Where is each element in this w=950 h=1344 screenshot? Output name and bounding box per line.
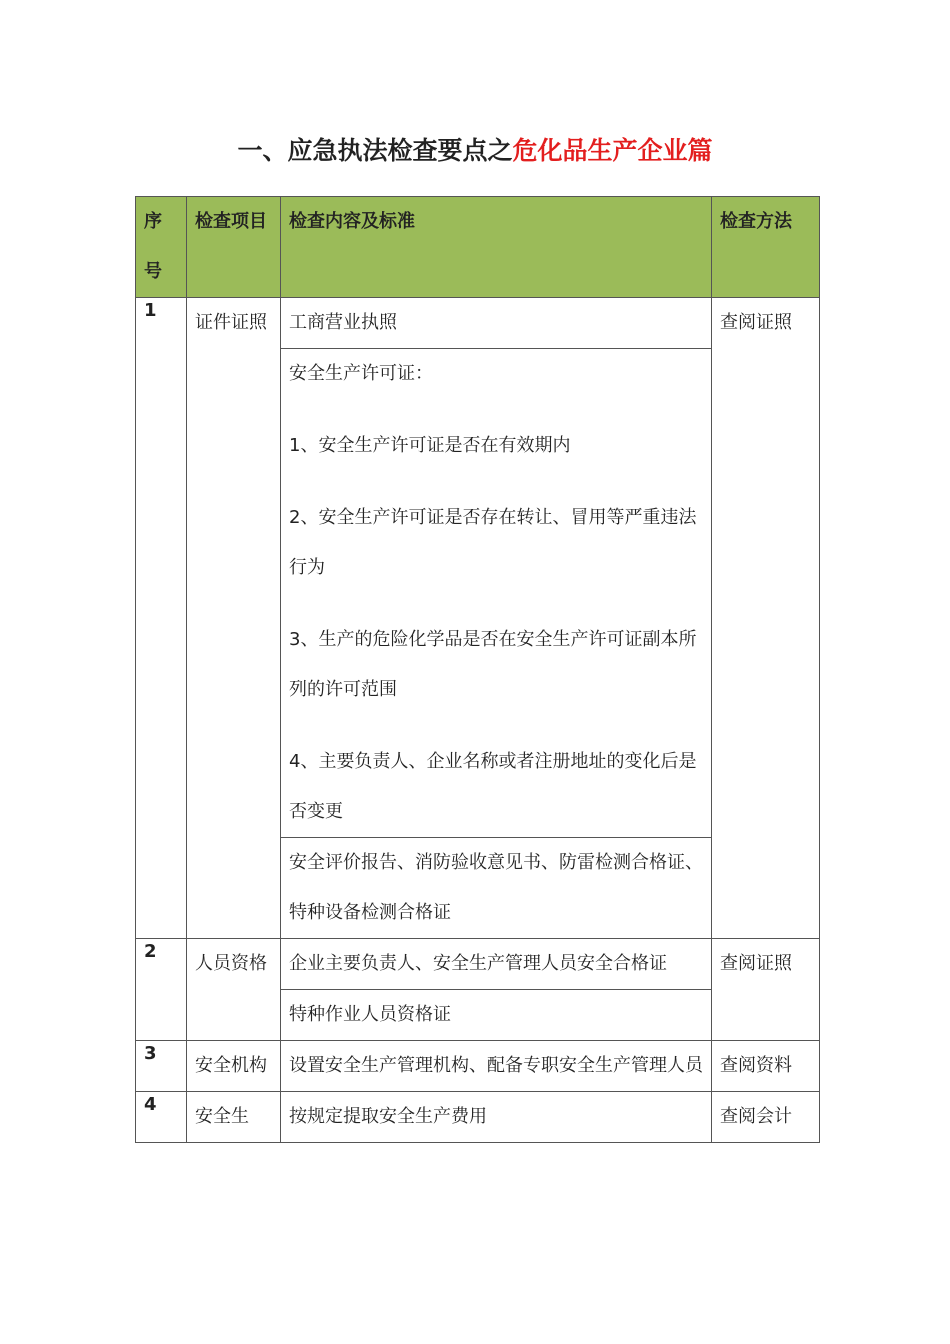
table-row bbox=[136, 298, 820, 349]
table-row bbox=[136, 939, 820, 990]
header-seq: 序号 bbox=[136, 197, 187, 298]
row-item: 安全机构 bbox=[187, 1041, 281, 1092]
row-content: 按规定提取安全生产费用 bbox=[281, 1092, 712, 1143]
content-title: 安全生产许可证： bbox=[289, 363, 433, 384]
row-number: 4 bbox=[136, 1092, 187, 1143]
row-content: 设置安全生产管理机构、配备专职安全生产管理人员 bbox=[281, 1041, 712, 1092]
row-method: 查阅资料 bbox=[712, 1041, 820, 1092]
table-row bbox=[136, 1092, 820, 1143]
header-content: 检查内容及标准 bbox=[281, 197, 712, 298]
row-content: 企业主要负责人、安全生产管理人员安全合格证 bbox=[281, 939, 712, 990]
content-point: 4、主要负责人、企业名称或者注册地址的变化后是否变更 bbox=[289, 751, 697, 822]
row-content: 工商营业执照 bbox=[281, 298, 712, 349]
row-content bbox=[281, 349, 712, 838]
row-item: 安全生 bbox=[187, 1092, 281, 1143]
inspection-table bbox=[135, 196, 820, 1143]
content-point: 2、安全生产许可证是否存在转让、冒用等严重违法行为 bbox=[289, 507, 697, 578]
row-number: 3 bbox=[136, 1041, 187, 1092]
row-method: 查阅证照 bbox=[712, 298, 820, 939]
header-item: 检查项目 bbox=[187, 197, 281, 298]
row-item: 证件证照 bbox=[187, 298, 281, 939]
row-content: 安全评价报告、消防验收意见书、防雷检测合格证、特种设备检测合格证 bbox=[281, 838, 712, 939]
row-number: 2 bbox=[136, 939, 187, 1041]
row-number: 1 bbox=[136, 298, 187, 939]
content-point: 1、安全生产许可证是否在有效期内 bbox=[289, 435, 571, 456]
row-item: 人员资格 bbox=[187, 939, 281, 1041]
title-highlight: 危化品生产企业篇 bbox=[512, 136, 713, 165]
title-main: 一、应急执法检查要点之 bbox=[237, 136, 513, 165]
header-row bbox=[136, 197, 820, 298]
row-method: 查阅证照 bbox=[712, 939, 820, 1041]
row-method: 查阅会计 bbox=[712, 1092, 820, 1143]
row-content: 特种作业人员资格证 bbox=[281, 990, 712, 1041]
content-point: 3、生产的危险化学品是否在安全生产许可证副本所列的许可范围 bbox=[289, 629, 697, 700]
table-row bbox=[136, 1041, 820, 1092]
header-method: 检查方法 bbox=[712, 197, 820, 298]
page-title bbox=[0, 133, 950, 169]
